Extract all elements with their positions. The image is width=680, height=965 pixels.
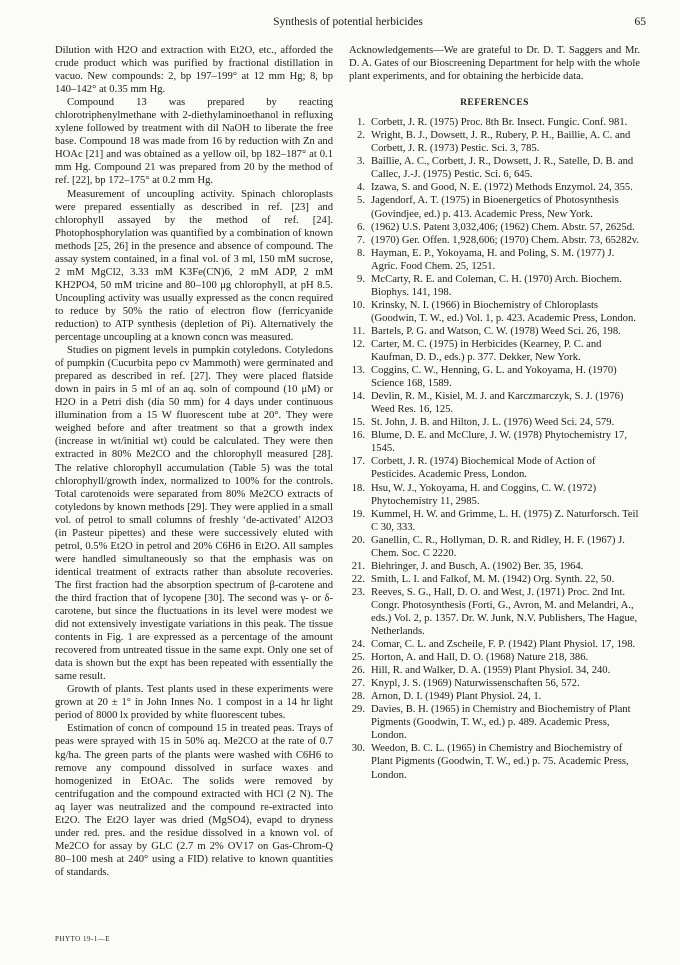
reference-item — [349, 573, 640, 586]
reference-text: (1962) U.S. Patent 3,032,406; (1962) Chem. Abstr. 57, 2625d. — [371, 221, 635, 233]
reference-number: 22. — [351, 573, 365, 585]
reference-number: 1. — [357, 117, 365, 129]
reference-number: 5. — [357, 195, 365, 207]
reference-number: 7. — [357, 234, 365, 246]
paragraph-uncoupling-activity: Measurement of uncoupling activity. Spinach chloroplasts were prepared essentially as described in ref. [23] and chlorophyll assayed by the method of ref. [24]. Photophosphorylation was quantified by a combination of known methods [25, 26] in the presence and absence of compound. The assay system contained, in a final vol. of 3 ml, 150 mM sucrose, 2 mM MgCl2, 3.33 mM K3Fe(CN)6, 2 mM ADP, 2 mM KH2PO4, 50 mM tricine and 80–100 μg chlorophyll, at pH 8.5. Uncoupling activity was usually expressed as the concn required to reduce by 50% the ratio of electron flow (ferricyanide reduction) to ATP synthesis (depletion of Pi). Alternatively the percentage uncoupling at a known concn was measured. — [55, 188, 333, 344]
reference-number: 30. — [351, 743, 365, 755]
running-title: Synthesis of potential herbicides — [273, 16, 423, 28]
references-heading: REFERENCES — [460, 98, 529, 109]
reference-item — [349, 416, 640, 429]
reference-text: Coggins, C. W., Henning, G. L. and Yokoyama, H. (1970) Science 168, 1589. — [371, 365, 617, 390]
reference-text: Jagendorf, A. T. (1975) in Bioenergetics of Photosynthesis (Govindjee, ed.) p. 413. Academic Press, New York. — [371, 195, 619, 220]
reference-item — [349, 299, 640, 325]
reference-number: 10. — [351, 299, 365, 311]
reference-number: 20. — [351, 534, 365, 546]
reference-item — [349, 181, 640, 194]
reference-number: 13. — [351, 365, 365, 377]
reference-number: 11. — [352, 325, 365, 337]
paragraph-compound-concentration: Estimation of concn of compound 15 in treated peas. Trays of peas were sprayed with 15 in 50% aq. Me2CO at the rate of 0.7 kg/ha. The green parts of the plants were washed with C6H6 to remove any compound dissolved in surface waxes and homogenized in EtOAc. The solids were removed by centrifugation and the compound extracted with HCl (2 N). The aq layer was neutralized and the compound re-extracted into Et2O. The Et2O layer was dried (MgSO4), evapd to dryness under red. pres. and the residue dissolved in a known vol. of Me2CO for assay by GLC (2.7 m 2% OV17 on Gas-Chrom-Q 80–100 mesh at 240° using a FID) relative to known quantities of standards. — [55, 723, 333, 878]
reference-number: 15. — [351, 417, 365, 429]
reference-item — [349, 155, 640, 181]
running-header — [50, 16, 646, 32]
reference-text: Ganellin, C. R., Hollyman, D. R. and Ridley, H. F. (1967) J. Chem. Soc. C 2220. — [371, 534, 625, 559]
reference-number: 17. — [351, 456, 365, 468]
reference-text: Comar, C. L. and Zscheile, F. P. (1942) Plant Physiol. 17, 198. — [371, 639, 636, 651]
reference-text: Baillie, A. C., Corbett, J. R., Dowsett, J. R., Satelle, D. B. and Callec, J.-J. (1975) Pestic. Sci. 6, 645. — [371, 156, 634, 181]
page-number: 65 — [634, 16, 646, 28]
reference-item — [349, 129, 640, 155]
reference-number: 4. — [357, 182, 365, 194]
reference-number: 29. — [351, 704, 365, 716]
reference-number: 25. — [351, 652, 365, 664]
reference-number: 3. — [357, 156, 365, 168]
reference-text: Arnon, D. I. (1949) Plant Physiol. 24, 1. — [371, 691, 542, 703]
left-column — [55, 44, 333, 879]
acknowledgements: Acknowledgements—We are grateful to Dr. D. T. Saggers and Mr. D. A. Gates of our Bioscreening Department for help with the whole plant experiments, and for obtaining the herbicide data. — [349, 45, 640, 83]
reference-number: 8. — [357, 247, 365, 259]
paragraph-pigment-levels: Studies on pigment levels in pumpkin cotyledons. Cotyledons of pumpkin (Cucurbita pepo cv Mammoth) were germinated and prepared as described in ref. [27]. They were placed flatside down in pairs in 5 ml of an aq. soln of compound (10 μM) or H2O in a Petri dish (dia 50 mm) for 4 days under continuous illumination from a 15 W fluorescent tube at 20°. They were weighed before and after treatment so that a growth index (increase in wt/initial wt) could be calculated. They were then extracted in 80% Me2CO and the chlorophyll measured [28]. The relative chlorophyll accumulation (Table 5) was the total chlorophyll/growth index, normalized to 100% for the controls. Total carotenoids were separated from 80% Me2CO extracts of cotyledons by known methods [29]. They were applied in a small vol. of petrol to small columns of freshly ‘de-activated’ Al2O3 (in Pasteur pipettes) and these were successively eluted with petrol, 0.5% Et2O in petrol and 20% C6H6 in Et2O. All samples were handled simultaneously so that the emphasis was on identical treatment of extracts rather than absolute recoveries. The first fraction had the absorption spectrum of β-carotene and the third fraction that of lycopene [30]. The second was γ- or δ-carotene, but since the fluctuations in its level were modest we did not extensively investigate variations in this peak. The tissue contents in Fig. 1 are expressed as a percentage of the amount recovered from untreated tissue in the same expt. Only one set of data is shown but the expt has been repeated with essentially the same result. — [55, 345, 333, 683]
reference-item — [349, 742, 640, 781]
reference-item — [349, 390, 640, 416]
reference-number: 27. — [351, 678, 365, 690]
reference-item — [349, 638, 640, 651]
reference-number: 28. — [351, 691, 365, 703]
reference-number: 9. — [357, 273, 365, 285]
reference-item — [349, 690, 640, 703]
reference-text: St. John, J. B. and Hilton, J. L. (1976) Weed Sci. 24, 579. — [371, 417, 615, 429]
reference-text: Kummel, H. W. and Grimme, L. H. (1975) Z. Naturforsch. Teil C 30, 333. — [371, 508, 639, 533]
reference-number: 6. — [357, 221, 365, 233]
reference-text: Weedon, B. C. L. (1965) in Chemistry and Biochemistry of Plant Pigments (Goodwin, T. W., ed.) p. 75. Academic Press, London. — [371, 743, 629, 781]
reference-item — [349, 508, 640, 534]
right-column — [349, 44, 640, 782]
reference-text: Davies, B. H. (1965) in Chemistry and Biochemistry of Plant Pigments (Goodwin, T. W., ed.) p. 489. Academic Press, London. — [371, 704, 631, 742]
reference-item — [349, 664, 640, 677]
reference-item — [349, 247, 640, 273]
reference-item — [349, 482, 640, 508]
reference-item — [349, 534, 640, 560]
reference-number: 12. — [351, 338, 365, 350]
reference-list — [349, 116, 640, 781]
footer-code: PHYTO 19-1—E — [55, 935, 111, 943]
reference-item — [349, 586, 640, 638]
reference-number: 24. — [351, 639, 365, 651]
reference-number: 18. — [351, 482, 365, 494]
reference-text: Hayman, E. P., Yokoyama, H. and Poling, S. M. (1977) J. Agric. Food Chem. 25, 1251. — [371, 247, 615, 272]
reference-number: 23. — [351, 586, 365, 598]
reference-item — [349, 364, 640, 390]
reference-item — [349, 703, 640, 742]
reference-text: Blume, D. E. and McClure, J. W. (1978) Phytochemistry 17, 1545. — [371, 430, 627, 455]
reference-item — [349, 116, 640, 129]
reference-item — [349, 560, 640, 573]
reference-text: Knypl, J. S. (1969) Naturwissenschaften 56, 572. — [371, 678, 580, 690]
reference-item — [349, 221, 640, 234]
reference-item — [349, 194, 640, 220]
reference-text: Devlin, R. M., Kisiel, M. J. and Karczmarczyk, S. J. (1976) Weed Res. 16, 125. — [371, 391, 624, 416]
reference-item — [349, 455, 640, 481]
reference-text: Bartels, P. G. and Watson, C. W. (1978) Weed Sci. 26, 198. — [371, 325, 621, 337]
reference-text: Krinsky, N. I. (1966) in Biochemistry of Chloroplasts (Goodwin, T. W., ed.) Vol. 1, p. 423. Academic Press, London. — [371, 299, 636, 324]
reference-text: Reeves, S. G., Hall, D. O. and West, J. (1971) Proc. 2nd Int. Congr. Photosynthesis (Forti, G., Avron, M. and Melandri, A., eds.) Vol. 2, p. 1357. Dr. W. Junk, N.V. Publishers, The Hague, Netherlands. — [371, 586, 638, 638]
reference-text: (1970) Ger. Offen. 1,928,606; (1970) Chem. Abstr. 73, 65282v. — [371, 234, 640, 246]
reference-number: 19. — [351, 508, 365, 520]
reference-item — [349, 429, 640, 455]
reference-text: Corbett, J. R. (1975) Proc. 8th Br. Insect. Fungic. Conf. 981. — [371, 117, 628, 129]
reference-text: Carter, M. C. (1975) in Herbicides (Kearney, P. C. and Kaufman, D. D., eds.) p. 377. Dekker, New York. — [371, 338, 602, 364]
reference-number: 26. — [351, 665, 365, 677]
reference-item — [349, 273, 640, 299]
reference-item — [349, 325, 640, 338]
reference-item — [349, 234, 640, 247]
reference-number: 14. — [351, 391, 365, 403]
reference-text: McCarty, R. E. and Coleman, C. H. (1970) Arch. Biochem. Biophys. 141, 198. — [371, 273, 622, 298]
reference-text: Izawa, S. and Good, N. E. (1972) Methods Enzymol. 24, 355. — [371, 182, 633, 194]
reference-text: Corbett, J. R. (1974) Biochemical Mode of Action of Pesticides. Academic Press, London. — [371, 456, 596, 481]
reference-text: Smith, L. I. and Falkof, M. M. (1942) Org. Synth. 22, 50. — [371, 573, 615, 585]
reference-text: Hill, R. and Walker, D. A. (1959) Plant Physiol. 34, 240. — [371, 665, 611, 677]
reference-text: Biehringer, J. and Busch, A. (1902) Ber. 35, 1964. — [371, 560, 584, 572]
reference-number: 2. — [357, 130, 365, 142]
reference-number: 21. — [351, 560, 365, 572]
reference-number: 16. — [351, 430, 365, 442]
reference-item — [349, 677, 640, 690]
paragraph-growth-of-plants: Growth of plants. Test plants used in these experiments were grown at 20 ± 1° in John Innes No. 1 compost in a 14 hr light period of 8000 lx provided by white fluorescent tubes. — [55, 684, 333, 722]
paragraph-compound-preparation: Compound 13 was prepared by reacting chlorotriphenylmethane with 2-diethylaminoethanol in refluxing xylene followed by treatment with dil NaOH to liberate the free base. Compound 18 was made from 16 by reduction with Zn and HOAc [21] and was obtained as a yellow oil, bp 182–187° at 0.1 mm Hg. Compound 21 was prepared from 20 by the method of ref. [22], bp 172–175° at 0.2 mm Hg. — [55, 97, 333, 187]
reference-item — [349, 338, 640, 364]
paragraph-methods-distillation: Dilution with H2O and extraction with Et2O, etc., afforded the crude product which was purified by fractional distillation in vacuo. New compounds: 2, bp 197–199° at 12 mm Hg; 8, bp 140–142° at 0.35 mm Hg. — [55, 45, 333, 96]
reference-text: Hsu, W. J., Yokoyama, H. and Coggins, C. W. (1972) Phytochemistry 11, 2985. — [371, 482, 597, 507]
reference-text: Horton, A. and Hall, D. O. (1968) Nature 218, 386. — [371, 652, 589, 664]
reference-item — [349, 651, 640, 664]
reference-text: Wright, B. J., Dowsett, J. R., Rubery, P. H., Baillie, A. C. and Corbett, J. R. (1973) Pestic. Sci. 3, 785. — [371, 130, 631, 155]
